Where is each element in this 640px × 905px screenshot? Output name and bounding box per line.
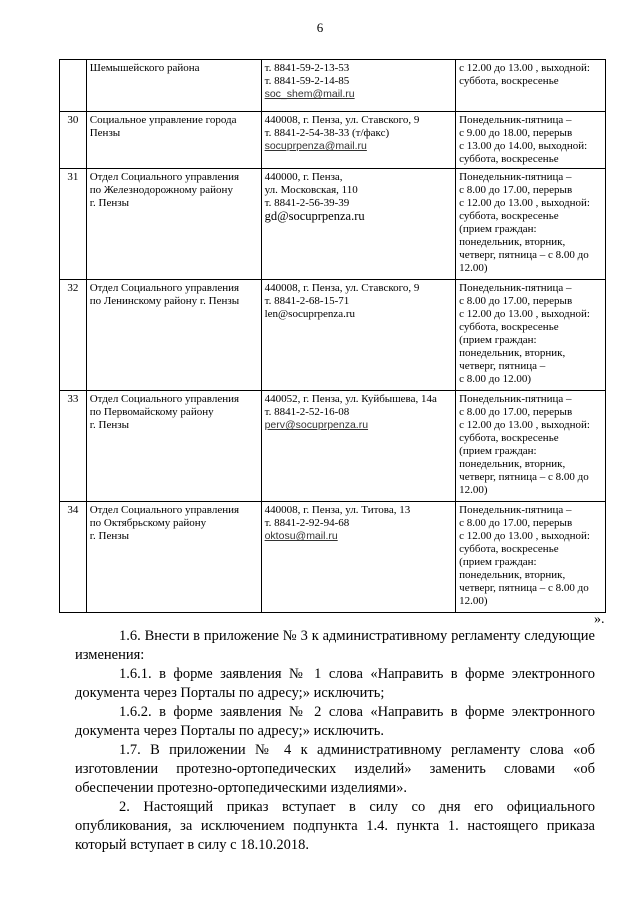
office-name-line: по Октябрьскому району: [89, 517, 207, 529]
page-number: 6: [316, 20, 324, 35]
office-name-line: Отдел Социального управления: [89, 504, 240, 516]
table-row: [60, 502, 606, 613]
office-name: [86, 280, 261, 391]
hours-line: с 13.00 до 14.00, выходной:: [459, 140, 588, 152]
hours-line: 12.00): [459, 262, 488, 274]
hours-line: суббота, воскресенье: [459, 75, 559, 87]
office-name-line: Шемышейского района: [89, 62, 200, 74]
office-name-line: Социальное управление города: [89, 114, 237, 126]
email-link[interactable]: perv@socuprpenza.ru: [264, 419, 369, 431]
office-contacts: [261, 112, 456, 169]
office-name-line: Пензы: [89, 127, 121, 139]
office-name-line: по Первомайскому району: [89, 406, 214, 418]
hours-line: с 12.00 до 13.00 , выходной:: [459, 308, 590, 320]
office-name-line: Отдел Социального управления: [89, 171, 240, 183]
table-row: [60, 112, 606, 169]
office-name-line: по Железнодорожному району: [89, 184, 233, 196]
email-link: len@socuprpenza.ru: [264, 308, 356, 320]
row-number: 33: [60, 391, 87, 502]
hours-line: (прием граждан:: [459, 556, 537, 568]
hours-line: с 12.00 до 13.00 , выходной:: [459, 62, 590, 74]
hours-line: 12.00): [459, 595, 488, 607]
office-name: [86, 112, 261, 169]
address-line: т. 8841-59-2-14-85: [264, 75, 350, 87]
hours-line: понедельник, вторник,: [459, 458, 566, 470]
hours-line: понедельник, вторник,: [459, 347, 566, 359]
paragraph-1-7: 1.7. В приложении № 4 к административному регламенту слова «об изготовлении протезно-ортопедических изделий» заменить словами «об обеспечении протезно-ортопедическими изделиями».: [75, 742, 595, 796]
hours-line: Понедельник-пятница –: [459, 282, 572, 294]
hours-line: с 12.00 до 13.00 , выходной:: [459, 530, 590, 542]
hours-line: с 12.00 до 13.00 , выходной:: [459, 197, 590, 209]
hours-line: суббота, воскресенье: [459, 432, 559, 444]
address-line: 440008, г. Пенза, ул. Ставского, 9: [264, 282, 420, 294]
address-line: 440052, г. Пенза, ул. Куйбышева, 14а: [264, 393, 437, 405]
hours-line: суббота, воскресенье: [459, 153, 559, 165]
table-row: [60, 280, 606, 391]
row-number: 30: [60, 112, 87, 169]
hours-line: с 8.00 до 12.00): [459, 373, 532, 385]
address-line: т. 8841-59-2-13-53: [264, 62, 350, 74]
address-line: т. 8841-2-54-38-33 (т/факс): [264, 127, 390, 139]
office-name: [86, 169, 261, 280]
office-name: [86, 391, 261, 502]
hours-line: с 8.00 до 17.00, перерыв: [459, 517, 573, 529]
office-name: [86, 60, 261, 112]
hours-line: понедельник, вторник,: [459, 236, 566, 248]
row-number: 34: [60, 502, 87, 613]
hours-line: четверг, пятница –: [459, 360, 546, 372]
hours-line: с 9.00 до 18.00, перерыв: [459, 127, 573, 139]
office-contacts: [261, 502, 456, 613]
hours-line: (прием граждан:: [459, 445, 537, 457]
office-name-line: г. Пензы: [89, 197, 129, 209]
hours-line: четверг, пятница – с 8.00 до: [459, 471, 589, 483]
hours-line: Понедельник-пятница –: [459, 504, 572, 516]
hours-line: четверг, пятница – с 8.00 до: [459, 582, 589, 594]
address-line: 440000, г. Пенза,: [264, 171, 343, 183]
row-number: [60, 60, 87, 112]
office-hours: [456, 502, 606, 613]
address-line: ул. Московская, 110: [264, 184, 358, 196]
hours-line: с 8.00 до 17.00, перерыв: [459, 406, 573, 418]
hours-line: (прием граждан:: [459, 223, 537, 235]
hours-line: Понедельник-пятница –: [459, 393, 572, 405]
email-link[interactable]: soc_shem@mail.ru: [264, 88, 355, 100]
office-name-line: г. Пензы: [89, 419, 129, 431]
office-contacts: [261, 280, 456, 391]
office-hours: [456, 112, 606, 169]
table-row: [60, 169, 606, 280]
office-contacts: [261, 169, 456, 280]
hours-line: понедельник, вторник,: [459, 569, 566, 581]
email-link[interactable]: oktosu@mail.ru: [264, 530, 338, 542]
hours-line: с 8.00 до 17.00, перерыв: [459, 184, 573, 196]
address-line: т. 8841-2-52-16-08: [264, 406, 350, 418]
office-contacts: [261, 391, 456, 502]
office-hours: [456, 60, 606, 112]
contacts-table: [59, 59, 606, 613]
address-line: т. 8841-2-68-15-71: [264, 295, 350, 307]
paragraph-1-6-1: 1.6.1. в форме заявления № 1 слова «Направить в форме электронного документа через Порталы по адресу;» исключить;: [75, 666, 595, 701]
table-row: [60, 391, 606, 502]
contacts-table-body: [60, 60, 606, 613]
hours-line: (прием граждан:: [459, 334, 537, 346]
paragraph-2: 2. Настоящий приказ вступает в силу со дня его официального опубликования, за исключением подпункта 1.4. пункта 1. настоящего приказа который вступает в силу с 18.10.2018.: [75, 799, 595, 853]
office-contacts: [261, 60, 456, 112]
hours-line: Понедельник-пятница –: [459, 171, 572, 183]
hours-line: 12.00): [459, 484, 488, 496]
hours-line: с 12.00 до 13.00 , выходной:: [459, 419, 590, 431]
hours-line: Понедельник-пятница –: [459, 114, 572, 126]
hours-line: четверг, пятница – с 8.00 до: [459, 249, 589, 261]
address-line: т. 8841-2-92-94-68: [264, 517, 350, 529]
row-number: 32: [60, 280, 87, 391]
office-hours: [456, 391, 606, 502]
office-name: [86, 502, 261, 613]
paragraph-1-6-2: 1.6.2. в форме заявления № 2 слова «Направить в форме электронного документа через Порталы по адресу;» исключить.: [75, 704, 595, 739]
address-line: 440008, г. Пенза, ул. Титова, 13: [264, 504, 411, 516]
office-hours: [456, 169, 606, 280]
address-line: т. 8841-2-56-39-39: [264, 197, 350, 209]
email-link[interactable]: socuprpenza@mail.ru: [264, 140, 367, 152]
office-hours: [456, 280, 606, 391]
order-text: [75, 627, 595, 855]
hours-line: суббота, воскресенье: [459, 321, 559, 333]
closing-quote: ».: [594, 612, 605, 627]
address-line: 440008, г. Пенза, ул. Ставского, 9: [264, 114, 420, 126]
hours-line: с 8.00 до 17.00, перерыв: [459, 295, 573, 307]
email-link: gd@socuprpenza.ru: [264, 209, 365, 223]
paragraph-1-6: 1.6. Внести в приложение № 3 к административному регламенту следующие изменения:: [75, 628, 595, 663]
hours-line: суббота, воскресенье: [459, 210, 559, 222]
office-name-line: Отдел Социального управления: [89, 282, 240, 294]
table-row: [60, 60, 606, 112]
office-name-line: Отдел Социального управления: [89, 393, 240, 405]
row-number: 31: [60, 169, 87, 280]
office-name-line: г. Пензы: [89, 530, 129, 542]
hours-line: суббота, воскресенье: [459, 543, 559, 555]
office-name-line: по Ленинскому району г. Пензы: [89, 295, 240, 307]
